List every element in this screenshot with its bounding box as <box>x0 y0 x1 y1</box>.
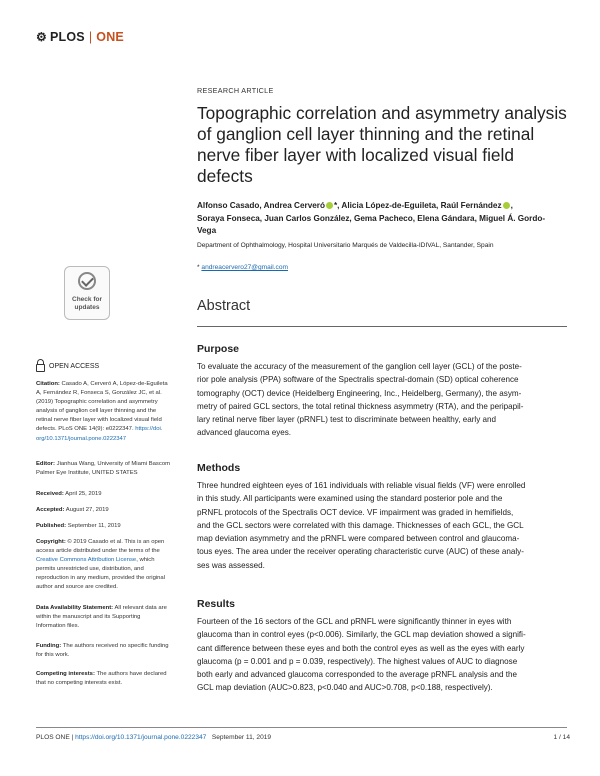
logo-separator: | <box>88 30 93 44</box>
citation-doi-link[interactable]: org/10.1371/journal.pone.0222347 <box>36 435 127 442</box>
orcid-icon[interactable] <box>503 202 510 209</box>
purpose-line: metry of paired GCL sectors, the total retinal thickness asymmetry (RTA), and the peripapil- <box>197 401 524 411</box>
purpose-line: rior pole analysis (PPA) software of the Spectralis spectral-domain (SD) optical coherence <box>197 375 519 385</box>
methods-line: pRNFL protocols of the Spectralis OCT device. VF impairment was graded in hemifields, <box>197 507 514 517</box>
data-availability-text: Information files. <box>36 623 80 630</box>
purpose-line: advanced glaucoma eyes. <box>197 428 292 438</box>
copyright-text: author and source are credited. <box>36 584 118 591</box>
citation-text: defects. PLoS ONE 14(9): e0222347. <box>36 426 136 433</box>
editor-block <box>36 460 176 478</box>
copyright-label: Copyright: <box>36 539 66 545</box>
received-date <box>36 490 176 499</box>
purpose-heading: Purpose <box>197 343 240 355</box>
logo-plos-text: PLOS <box>49 30 85 44</box>
logo-one-text: ONE <box>96 30 124 44</box>
citation-block <box>36 380 176 444</box>
copyright-text: reproduction in any medium, provided the original <box>36 575 166 582</box>
corresponding-star: * <box>197 264 200 271</box>
article-type: RESEARCH ARTICLE <box>197 86 274 95</box>
funding-label: Funding: <box>36 643 62 649</box>
citation-text: A, Fernández R, Fonseca S, González JC, et al. <box>36 390 162 397</box>
check-for-updates-badge[interactable] <box>64 266 110 320</box>
cc-license-link[interactable]: Creative Commons Attribution License <box>36 557 137 564</box>
purpose-line: tomography (OCT) device (Heidelberg Engineering, Inc., Heidelberg, Germany), the asym- <box>197 388 522 398</box>
methods-line: map deviation asymmetry and the pRNFL were compared between control and glaucoma- <box>197 534 520 544</box>
citation-text: Casado A, Cerveró A, López-de-Eguileta <box>59 381 168 387</box>
purpose-line: To evaluate the accuracy of the measurement of the ganglion cell layer (GCL) of the poste- <box>197 362 522 371</box>
footer-journal: PLOS ONE | <box>36 734 76 741</box>
check-icon <box>78 272 96 290</box>
abstract-heading: Abstract <box>197 298 251 314</box>
plos-logo-icon: ⚙ <box>36 30 47 44</box>
accepted-label: Accepted: <box>36 507 65 513</box>
citation-label: Citation: <box>36 381 60 387</box>
authors-line-1a: Alfonso Casado, Andrea Cerveró <box>197 201 325 210</box>
purpose-line: lary retinal nerve fiber layer (pRNFL) test to discriminate between healthy, early and <box>197 415 497 425</box>
results-line: both early and advanced glaucoma corresponded to the average pRNFL analysis and the <box>197 670 518 680</box>
editor-text: Palmer Eye Institute, UNITED STATES <box>36 470 138 477</box>
author-list: Alfonso Casado, Andrea Cerveró *, Alicia López-de-Eguileta, Raúl Fernández , Soraya Fonseca, Juan Carlos González, Gema Pacheco, Elena Gándara, Miguel Á. Gordo- Vega <box>197 200 567 238</box>
methods-line: in this study. All participants were examined using the standard posterior pole and the <box>197 494 503 504</box>
footer-rule <box>36 727 567 728</box>
accepted-date <box>36 506 176 515</box>
article-title: Topographic correlation and asymmetry analysis of ganglion cell layer thinning and the retinal nerve fiber layer with localized visual field defects <box>197 103 567 186</box>
authors-line-2: Soraya Fonseca, Juan Carlos González, Gema Pacheco, Elena Gándara, Miguel Á. Gordo- <box>197 213 546 223</box>
methods-line: and the GCL sectors were correlated with this damage. Thicknesses of each GCL, the GCL <box>197 520 524 530</box>
results-line: GCL map deviation (AUC>0.823, p<0.040 and AUC>0.708, p<0.188, respectively). <box>197 683 493 693</box>
funding-block <box>36 642 176 660</box>
competing-interests-label: Competing interests: <box>36 671 95 677</box>
competing-interests-text: The authors have declared <box>94 671 167 677</box>
authors-line-3: Vega <box>197 226 217 235</box>
competing-interests-text: that no competing interests exist. <box>36 680 123 687</box>
results-line: Fourteen of the 16 sectors of the GCL and pRNFL were significantly thinner in eyes with <box>197 617 512 626</box>
methods-heading: Methods <box>197 462 241 474</box>
citation-text: retinal nerve fiber layer with localized visual field <box>36 417 162 424</box>
open-access-badge <box>36 362 99 370</box>
corresponding-author <box>197 264 567 271</box>
orcid-icon[interactable] <box>326 202 333 209</box>
citation-text: analysis of ganglion cell layer thinning and the <box>36 408 157 415</box>
check-line-2: updates <box>74 304 100 311</box>
results-line: cant difference between these eyes and both the control eyes as well as the eyes with early <box>197 643 525 653</box>
check-line-1: Check for <box>72 296 102 303</box>
corresponding-email-link[interactable]: andreacervero27@gmail.com <box>201 264 289 271</box>
methods-line: tous eyes. The area under the receiver operating characteristic curve (AUC) of these analy- <box>197 547 524 557</box>
copyright-text: , which <box>136 557 155 564</box>
open-lock-icon <box>36 364 45 372</box>
funding-text: The authors received no specific funding <box>61 643 169 649</box>
footer-doi-link[interactable]: https://doi.org/10.1371/journal.pone.0222347 <box>75 734 207 741</box>
footer <box>36 734 271 741</box>
data-availability-block <box>36 604 176 631</box>
accepted-value: August 27, 2019 <box>64 507 109 513</box>
funding-text: for this work. <box>36 652 70 659</box>
copyright-text: © 2019 Casado et al. This is an open <box>65 539 165 545</box>
affiliation: Department of Ophthalmology, Hospital Universitario Marqués de Valdecilla-IDIVAL, Santander, Spain <box>197 242 494 249</box>
data-availability-label: Data Availability Statement: <box>36 605 114 611</box>
authors-line-1b: *, Alicia López-de-Eguileta, Raúl Fernández <box>334 201 502 210</box>
purpose-text <box>197 360 567 440</box>
editor-text: Jianhua Wang, University of Miami Bascom <box>54 461 171 467</box>
open-access-label: OPEN ACCESS <box>49 362 100 370</box>
abstract-rule <box>197 326 567 327</box>
citation-doi-link[interactable]: https://doi. <box>135 426 163 433</box>
results-line: glaucoma (p = 0.001 and p = 0.039, respectively). The highest values of AUC to diagnose <box>197 656 518 666</box>
received-value: April 25, 2019 <box>63 491 102 497</box>
received-label: Received: <box>36 491 64 497</box>
competing-interests-block <box>36 670 176 688</box>
footer-date: September 11, 2019 <box>206 734 272 741</box>
results-heading: Results <box>197 598 235 610</box>
copyright-text: access article distributed under the terms of the <box>36 548 160 555</box>
data-availability-text: within the manuscript and its Supporting <box>36 614 141 621</box>
methods-line: Three hundred eighteen eyes of 161 individuals with reliable visual fields (VF) were enrolled <box>197 481 526 490</box>
data-availability-text: All relevant data are <box>113 605 167 611</box>
published-label: Published: <box>36 523 67 529</box>
results-text <box>197 615 567 695</box>
copyright-block <box>36 538 176 593</box>
check-for-updates-label <box>65 296 109 312</box>
editor-label: Editor: <box>36 461 55 467</box>
page-number: 1 / 14 <box>553 734 570 741</box>
results-line: glaucoma than in control eyes (p<0.006). Similarly, the GCL map deviation showed a signifi- <box>197 630 526 640</box>
published-value: September 11, 2019 <box>66 523 121 529</box>
copyright-text: permits unrestricted use, distribution, and <box>36 566 144 573</box>
plos-one-logo <box>36 30 124 44</box>
methods-text <box>197 479 567 572</box>
citation-text: (2019) Topographic correlation and asymmetry <box>36 399 158 406</box>
published-date <box>36 522 176 531</box>
methods-line: ses was assessed. <box>197 560 265 570</box>
